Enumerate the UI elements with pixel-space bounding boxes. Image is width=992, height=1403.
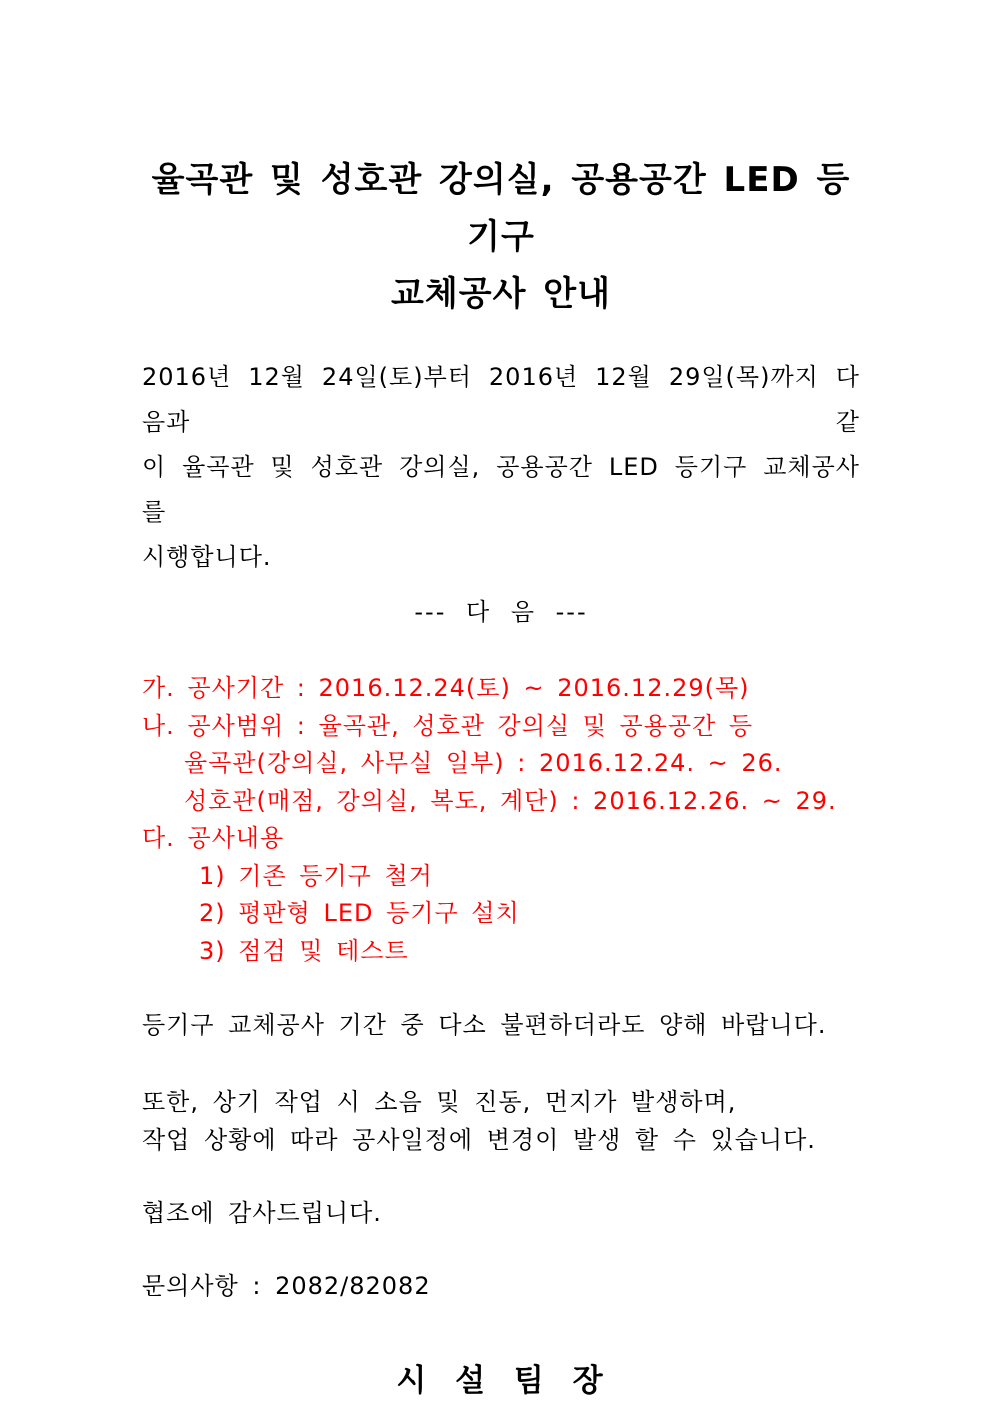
- detail-content-step-2: 2) 평판형 LED 등기구 설치: [199, 899, 520, 927]
- caution-line-2: 작업 상황에 따라 공사일정에 변경이 발생 할 수 있습니다.: [142, 1126, 816, 1154]
- title-line-1: 율곡관 및 성호관 강의실, 공용공간 LED 등기구: [151, 160, 851, 257]
- detail-item-scope: 나. 공사범위 : 율곡관, 성호관 강의실 및 공용공간 등: [142, 711, 754, 740]
- detail-item-period: 가. 공사기간 : 2016.12.24(토) ~ 2016.12.29(목): [142, 674, 750, 702]
- title-line-2: 교체공사 안내: [391, 274, 611, 314]
- detail-scope-seonghogwan: 성호관(매점, 강의실, 복도, 계단) : 2016.12.26. ~ 29.: [184, 786, 837, 815]
- detail-content-step-1: 1) 기존 등기구 철거: [199, 861, 433, 890]
- signature-facility-team-leader: 시 설 팀 장: [396, 1363, 606, 1399]
- detail-scope-yulgokgwan: 율곡관(강의실, 사무실 일부) : 2016.12.24. ~ 26.: [184, 749, 783, 777]
- intro-paragraph: [142, 355, 860, 580]
- caution-note: [142, 1083, 860, 1159]
- intro-line-1: 2016년 12월 24일(토)부터 2016년 12월 29일(목)까지 다음과 같: [142, 363, 860, 436]
- caution-line-1: 또한, 상기 작업 시 소음 및 진동, 먼지가 발생하며,: [142, 1088, 737, 1116]
- detail-content-step-3: 3) 점검 및 테스트: [199, 936, 409, 965]
- daeum-divider: --- 다 음 ---: [414, 598, 588, 626]
- understanding-note: 등기구 교체공사 기간 중 다소 불편하더라도 양해 바랍니다.: [142, 1011, 827, 1039]
- contact-info: 문의사항 : 2082/82082: [142, 1272, 431, 1300]
- thanks-note: 협조에 감사드립니다.: [142, 1199, 382, 1227]
- page-title: [142, 152, 860, 323]
- construction-details-list: [142, 670, 860, 970]
- intro-line-3: 시행합니다.: [142, 543, 272, 571]
- intro-line-2: 이 율곡관 및 성호관 강의실, 공용공간 LED 등기구 교체공사를: [142, 453, 860, 526]
- detail-item-content: 다. 공사내용: [142, 824, 285, 852]
